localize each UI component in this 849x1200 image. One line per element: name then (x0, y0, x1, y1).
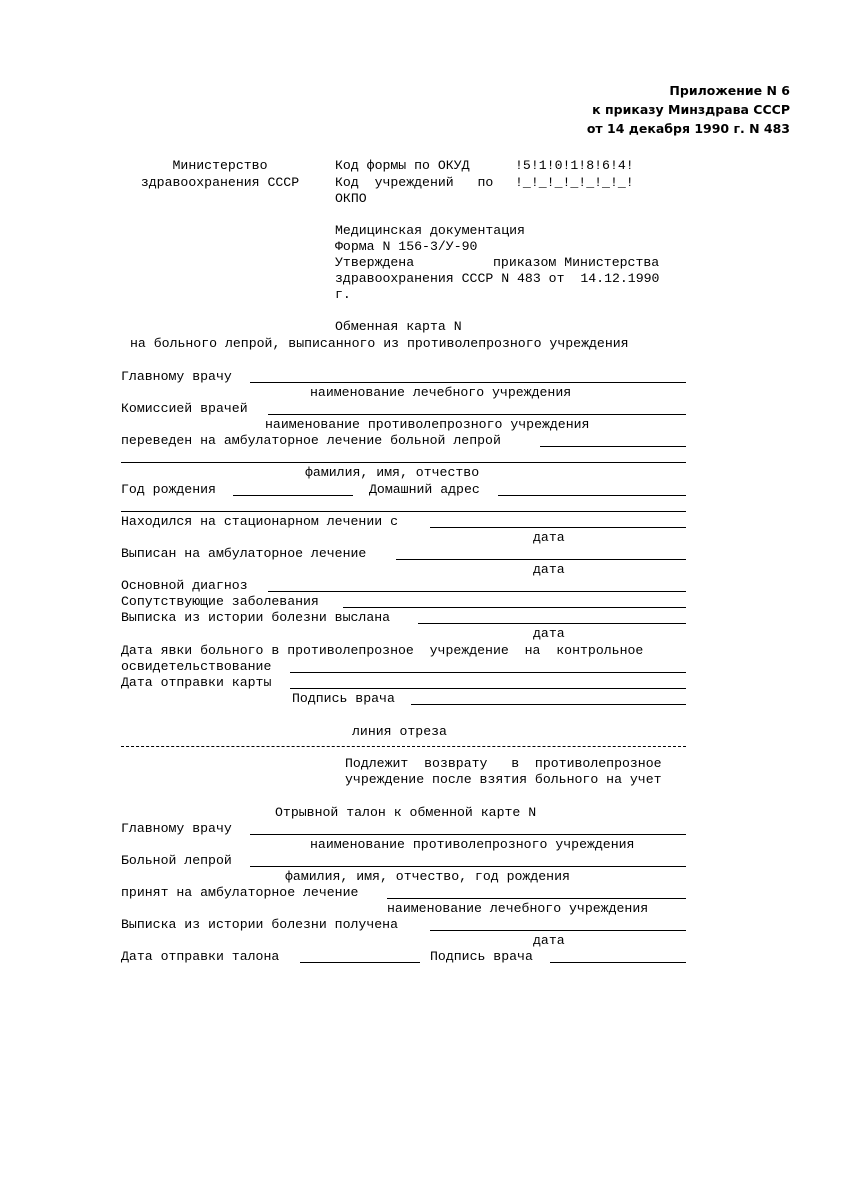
okud-code: !5!1!0!1!8!6!4! (515, 158, 634, 173)
okpo-code: !_!_!_!_!_!_!_! (515, 175, 634, 190)
stub-patient-field[interactable] (250, 866, 686, 867)
stub-caption-med-institution: наименование лечебного учреждения (387, 901, 649, 916)
discharged-date-field[interactable] (396, 559, 686, 560)
stub-title: Отрывной талон к обменной карте N (275, 805, 537, 820)
inpatient-label: Находился на стационарном лечении с (121, 514, 398, 529)
ministry-name-2: здравоохранения СССР (140, 175, 300, 190)
med-docs-label: Медицинская документация (335, 223, 525, 238)
card-sent-date-label: Дата отправки карты (121, 675, 272, 690)
caption-med-institution: наименование лечебного учреждения (310, 385, 572, 400)
birth-year-label: Год рождения (121, 482, 216, 497)
caption-date: дата (533, 562, 565, 577)
birth-year-field[interactable] (233, 495, 353, 496)
caption-date: дата (533, 626, 565, 641)
okpo-label: Код учреждений по (335, 175, 494, 190)
patient-name-field[interactable] (540, 446, 686, 447)
cut-line (121, 746, 686, 747)
stub-sent-date-label: Дата отправки талона (121, 949, 280, 964)
home-address-field[interactable] (498, 495, 686, 496)
stub-chief-doctor-field[interactable] (250, 834, 686, 835)
stub-caption-anti-leprosy: наименование противолепрозного учреждения (310, 837, 635, 852)
approved-order: приказом Министерства (493, 255, 660, 270)
stub-doctor-signature-label: Подпись врача (430, 949, 533, 964)
stub-caption-date: дата (533, 933, 565, 948)
ministry-name: Министерство (172, 158, 268, 173)
home-address-field-2[interactable] (121, 511, 686, 512)
patient-name-field-2[interactable] (121, 462, 686, 463)
stub-sent-date-field[interactable] (300, 962, 420, 963)
form-number: Форма N 156-3/У-90 (335, 239, 478, 254)
visit-date-label: Дата явки больного в противолепрозное учреждение на контрольное (121, 643, 644, 658)
stub-doctor-signature-field[interactable] (550, 962, 686, 963)
doctor-signature-field[interactable] (411, 704, 686, 705)
order-reference: к приказу Минздрава СССР (592, 102, 790, 117)
examination-date-field[interactable] (290, 672, 686, 673)
stub-extract-received-label: Выписка из истории болезни получена (121, 917, 398, 932)
inpatient-date-field[interactable] (430, 527, 686, 528)
stub-caption-fio-year: фамилия, имя, отчество, год рождения (285, 869, 570, 884)
okpo-suffix: ОКПО (335, 191, 367, 206)
return-notice: Подлежит возврату в противолепрозное (345, 756, 662, 771)
extract-sent-date-field[interactable] (418, 623, 686, 624)
okud-label: Код формы по ОКУД (335, 158, 470, 173)
transferred-label: переведен на амбулаторное лечение больной лепрой (121, 433, 501, 448)
main-diagnosis-field[interactable] (268, 591, 686, 592)
stub-extract-received-date-field[interactable] (430, 930, 686, 931)
card-title: Обменная карта N (335, 319, 462, 334)
stub-accepted-field[interactable] (387, 898, 686, 899)
home-address-label: Домашний адрес (369, 482, 480, 497)
discharged-label: Выписан на амбулаторное лечение (121, 546, 367, 561)
card-subtitle: на больного лепрой, выписанного из противолепрозного учреждения (130, 336, 629, 351)
approved-ministry: здравоохранения СССР N 483 от 14.12.1990 (335, 271, 660, 286)
return-notice-2: учреждение после взятия больного на учет (345, 772, 662, 787)
stub-accepted-label: принят на амбулаторное лечение (121, 885, 359, 900)
concomitant-label: Сопутствующие заболевания (121, 594, 319, 609)
chief-doctor-field[interactable] (250, 382, 686, 383)
appendix-number: Приложение N 6 (669, 83, 790, 98)
caption-date: дата (533, 530, 565, 545)
examination-label: освидетельствование (121, 659, 272, 674)
concomitant-field[interactable] (343, 607, 686, 608)
stub-patient-label: Больной лепрой (121, 853, 232, 868)
commission-field[interactable] (268, 414, 686, 415)
card-sent-date-field[interactable] (290, 688, 686, 689)
stub-chief-doctor-label: Главному врачу (121, 821, 232, 836)
approved-year-suffix: г. (335, 287, 351, 302)
main-diagnosis-label: Основной диагноз (121, 578, 248, 593)
approved-label: Утверждена (335, 255, 415, 270)
caption-fio: фамилия, имя, отчество (305, 465, 480, 480)
order-date: от 14 декабря 1990 г. N 483 (586, 121, 790, 136)
chief-doctor-label: Главному врачу (121, 369, 232, 384)
doctor-signature-label: Подпись врача (292, 691, 395, 706)
cut-line-label: линия отреза (352, 724, 447, 739)
caption-anti-leprosy: наименование противолепрозного учреждения (265, 417, 590, 432)
extract-sent-label: Выписка из истории болезни выслана (121, 610, 391, 625)
commission-label: Комиссией врачей (121, 401, 248, 416)
